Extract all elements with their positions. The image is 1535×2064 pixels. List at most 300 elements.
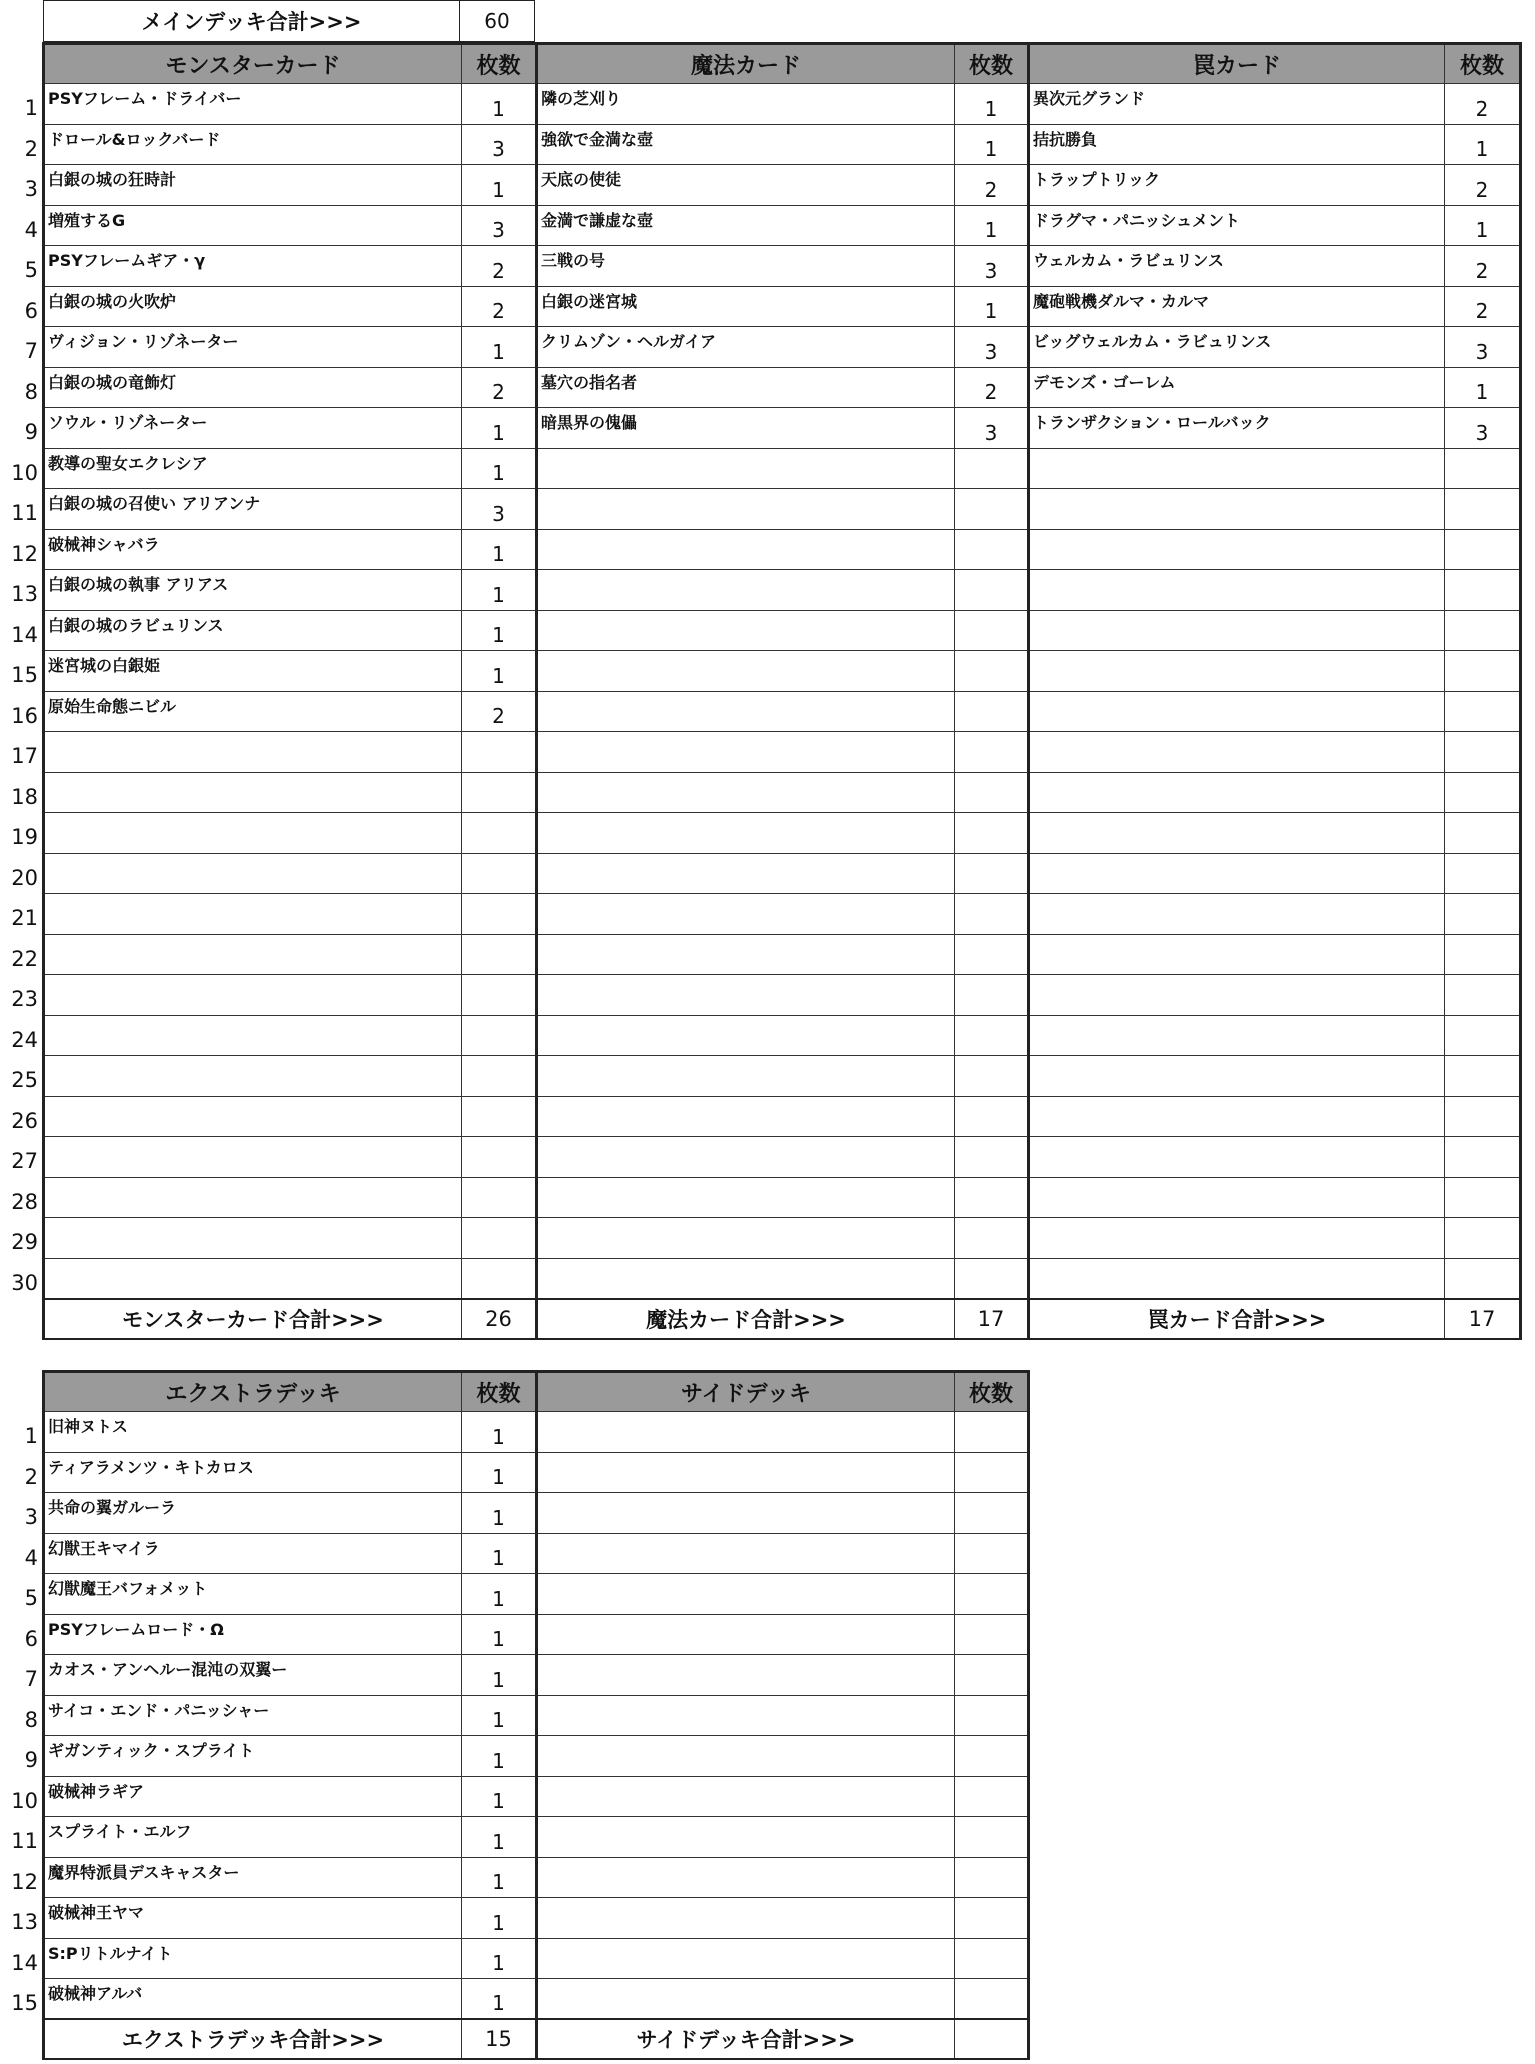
spell-count-header: 枚数: [955, 44, 1029, 84]
spell-card-name: [537, 1096, 955, 1137]
side-card-count: [955, 1776, 1029, 1817]
spell-card-name: 強欲で金満な壺: [537, 124, 955, 165]
table-row: [44, 975, 1521, 1016]
extra-card-name: 共命の翼ガルーラ: [44, 1493, 462, 1534]
row-number: 15: [11, 663, 38, 687]
spell-card-count: [955, 1056, 1029, 1097]
spell-card-count: 3: [955, 246, 1029, 287]
spell-card-name: [537, 1258, 955, 1299]
extra-card-count: 1: [462, 1412, 537, 1453]
side-card-count: [955, 1614, 1029, 1655]
extra-card-name: ティアラメンツ・キトカロス: [44, 1452, 462, 1493]
table-row: [44, 489, 1521, 530]
monster-card-count: 1: [462, 529, 537, 570]
monster-card-count: 1: [462, 408, 537, 449]
extra-card-count: 1: [462, 1898, 537, 1939]
table-row: [44, 691, 1521, 732]
spell-card-name: [537, 894, 955, 935]
table-row: [44, 1898, 1029, 1939]
spell-card-count: 3: [955, 408, 1029, 449]
trap-card-name: 異次元グランド: [1029, 84, 1445, 125]
table-row: [44, 1258, 1521, 1299]
extra-card-count: 1: [462, 1817, 537, 1858]
trap-card-count: [1445, 975, 1521, 1016]
extra-card-count: 1: [462, 1533, 537, 1574]
side-card-name: [537, 1574, 955, 1615]
monster-card-name: [44, 853, 462, 894]
table-row: [44, 1776, 1029, 1817]
trap-card-name: [1029, 1177, 1445, 1218]
side-card-name: [537, 1533, 955, 1574]
monster-card-name: [44, 894, 462, 935]
extra-card-name: S:Pリトルナイト: [44, 1938, 462, 1979]
monster-card-count: 2: [462, 246, 537, 287]
monster-card-count: [462, 1177, 537, 1218]
row-number: 5: [24, 258, 38, 282]
row-number: 14: [11, 622, 38, 647]
table-row: [44, 124, 1521, 165]
spell-card-name: 暗黒界の傀儡: [537, 408, 955, 449]
monster-card-name: [44, 813, 462, 854]
monster-total-label: モンスターカード合計>>>: [44, 1299, 462, 1339]
extra-card-count: 1: [462, 1736, 537, 1777]
spell-card-name: 白銀の迷宮城: [537, 286, 955, 327]
spell-card-count: [955, 934, 1029, 975]
monster-card-name: PSYフレームギア・γ: [44, 246, 462, 287]
row-number: 15: [11, 1991, 38, 2015]
spell-card-count: [955, 570, 1029, 611]
trap-card-count: 1: [1445, 367, 1521, 408]
spell-card-count: [955, 529, 1029, 570]
trap-card-name: [1029, 1258, 1445, 1299]
spell-card-name: [537, 1177, 955, 1218]
trap-card-name: [1029, 813, 1445, 854]
spell-card-name: 隣の芝刈り: [537, 84, 955, 125]
row-number: 14: [11, 1950, 38, 1975]
spell-card-count: [955, 1096, 1029, 1137]
row-number: 7: [24, 1667, 38, 1691]
trap-card-count: [1445, 853, 1521, 894]
table-row: [44, 1137, 1521, 1178]
row-number: 20: [11, 865, 38, 890]
monster-card-count: 1: [462, 448, 537, 489]
side-card-count: [955, 1736, 1029, 1777]
monster-card-count: 2: [462, 367, 537, 408]
side-card-count: [955, 1655, 1029, 1696]
trap-card-name: [1029, 448, 1445, 489]
monster-card-count: 1: [462, 651, 537, 692]
row-number: 10: [11, 460, 38, 485]
trap-card-name: [1029, 1056, 1445, 1097]
extra-total-label: エクストラデッキ合計>>>: [44, 2019, 462, 2059]
monster-card-count: 1: [462, 327, 537, 368]
trap-card-name: トラップトリック: [1029, 165, 1445, 206]
trap-card-name: [1029, 529, 1445, 570]
extra-card-name: スプライト・エルフ: [44, 1817, 462, 1858]
trap-card-count: 1: [1445, 124, 1521, 165]
main-deck-table: [42, 42, 1522, 1340]
row-number: 6: [24, 1626, 38, 1651]
monster-card-name: ドロール&ロックバード: [44, 124, 462, 165]
extra-card-name: 破械神ラギア: [44, 1776, 462, 1817]
trap-card-count: [1445, 691, 1521, 732]
spell-card-count: 1: [955, 84, 1029, 125]
monster-card-name: [44, 772, 462, 813]
row-number: 13: [11, 582, 38, 606]
table-row: [44, 1177, 1521, 1218]
monster-card-name: 破械神シャバラ: [44, 529, 462, 570]
table-row: [44, 1857, 1029, 1898]
table-row: [44, 84, 1521, 125]
table-row: [44, 1452, 1029, 1493]
extra-card-count: 1: [462, 1979, 537, 2020]
side-card-count: [955, 1938, 1029, 1979]
table-row: [44, 1736, 1029, 1777]
trap-card-count: [1445, 894, 1521, 935]
monster-card-name: PSYフレーム・ドライバー: [44, 84, 462, 125]
table-row: [44, 1695, 1029, 1736]
trap-card-count: 1: [1445, 205, 1521, 246]
spell-card-name: [537, 975, 955, 1016]
table-row: [44, 205, 1521, 246]
spell-card-name: [537, 691, 955, 732]
monster-card-count: [462, 1096, 537, 1137]
spell-card-name: 金満で謙虚な壺: [537, 205, 955, 246]
monster-card-name: 白銀の城のラビュリンス: [44, 610, 462, 651]
monster-card-name: [44, 1015, 462, 1056]
row-number: 10: [11, 1788, 38, 1813]
monster-card-count: [462, 975, 537, 1016]
spell-card-count: [955, 732, 1029, 773]
trap-card-count: 2: [1445, 286, 1521, 327]
row-number: 11: [11, 501, 38, 525]
side-card-name: [537, 1695, 955, 1736]
row-number: 19: [11, 825, 38, 849]
monster-card-name: 白銀の城の狂時計: [44, 165, 462, 206]
side-card-name: [537, 1938, 955, 1979]
monster-card-count: 1: [462, 570, 537, 611]
trap-card-count: 2: [1445, 84, 1521, 125]
extra-total-value: 15: [462, 2019, 537, 2059]
spell-card-name: [537, 1137, 955, 1178]
spell-card-name: [537, 570, 955, 611]
side-card-count: [955, 1452, 1029, 1493]
spell-card-count: [955, 691, 1029, 732]
trap-card-count: 2: [1445, 165, 1521, 206]
extra-card-count: 1: [462, 1493, 537, 1534]
row-number: 4: [24, 217, 38, 242]
trap-card-count: [1445, 489, 1521, 530]
spell-header: 魔法カード: [537, 44, 955, 84]
spell-card-name: [537, 1056, 955, 1097]
spell-card-count: 2: [955, 367, 1029, 408]
spell-card-name: 墓穴の指名者: [537, 367, 955, 408]
row-number: 7: [24, 339, 38, 363]
spell-card-name: [537, 610, 955, 651]
table-row: [44, 1655, 1029, 1696]
monster-card-count: 2: [462, 691, 537, 732]
trap-card-name: [1029, 732, 1445, 773]
table-row: [44, 529, 1521, 570]
monster-card-name: [44, 1258, 462, 1299]
trap-card-name: [1029, 489, 1445, 530]
extra-card-name: 旧神ヌトス: [44, 1412, 462, 1453]
row-number: 4: [24, 1545, 38, 1570]
main-deck-total-value: 60: [459, 0, 535, 42]
table-row: [44, 894, 1521, 935]
spell-card-name: [537, 1015, 955, 1056]
monster-card-count: 1: [462, 84, 537, 125]
row-number: 23: [11, 987, 38, 1011]
spell-card-count: [955, 894, 1029, 935]
row-number: 8: [24, 1707, 38, 1732]
spell-card-count: 2: [955, 165, 1029, 206]
monster-header: モンスターカード: [44, 44, 462, 84]
trap-card-count: [1445, 1258, 1521, 1299]
trap-card-count: [1445, 1218, 1521, 1259]
extra-card-name: サイコ・エンド・パニッシャー: [44, 1695, 462, 1736]
extra-card-name: カオス・アンヘルー混沌の双翼ー: [44, 1655, 462, 1696]
side-card-count: [955, 1817, 1029, 1858]
spell-card-count: 1: [955, 205, 1029, 246]
row-number: 9: [24, 420, 38, 444]
row-number: 22: [11, 946, 38, 971]
spell-card-count: [955, 1218, 1029, 1259]
row-number: 12: [11, 1869, 38, 1894]
spell-total-label: 魔法カード合計>>>: [537, 1299, 955, 1339]
side-card-name: [537, 1493, 955, 1534]
spell-card-count: [955, 1015, 1029, 1056]
table-row: [44, 367, 1521, 408]
spell-card-name: [537, 1218, 955, 1259]
monster-card-count: [462, 772, 537, 813]
trap-card-name: [1029, 691, 1445, 732]
spell-card-count: [955, 975, 1029, 1016]
side-total-label: サイドデッキ合計>>>: [537, 2019, 955, 2059]
trap-card-name: ビッグウェルカム・ラビュリンス: [1029, 327, 1445, 368]
monster-card-name: [44, 1177, 462, 1218]
spell-card-name: 三戦の号: [537, 246, 955, 287]
monster-card-count: 2: [462, 286, 537, 327]
row-number: 24: [11, 1027, 38, 1052]
monster-card-name: [44, 1218, 462, 1259]
extra-card-name: 幻獣魔王バフォメット: [44, 1574, 462, 1615]
side-card-count: [955, 1412, 1029, 1453]
monster-card-count: [462, 1137, 537, 1178]
side-card-count: [955, 1857, 1029, 1898]
table-row: [44, 610, 1521, 651]
extra-count-header: 枚数: [462, 1372, 537, 1412]
trap-card-name: [1029, 1015, 1445, 1056]
side-card-name: [537, 1655, 955, 1696]
table-row: [44, 1015, 1521, 1056]
spell-card-count: [955, 853, 1029, 894]
monster-card-count: [462, 894, 537, 935]
table-row: [44, 286, 1521, 327]
table-row: [44, 1096, 1521, 1137]
spell-card-name: [537, 651, 955, 692]
side-card-count: [955, 1898, 1029, 1939]
extra-card-count: 1: [462, 1857, 537, 1898]
monster-card-name: 増殖するG: [44, 205, 462, 246]
trap-card-count: 3: [1445, 327, 1521, 368]
trap-card-name: [1029, 1137, 1445, 1178]
trap-card-count: [1445, 934, 1521, 975]
monster-card-name: 白銀の城の竜飾灯: [44, 367, 462, 408]
side-card-count: [955, 1695, 1029, 1736]
row-number: 28: [11, 1189, 38, 1214]
spell-card-name: [537, 448, 955, 489]
trap-card-name: ウェルカム・ラビュリンス: [1029, 246, 1445, 287]
monster-count-header: 枚数: [462, 44, 537, 84]
row-number: 8: [24, 379, 38, 404]
trap-card-count: [1445, 529, 1521, 570]
spell-card-count: [955, 448, 1029, 489]
side-total-value: [955, 2019, 1029, 2059]
table-row: [44, 732, 1521, 773]
spell-card-count: 1: [955, 286, 1029, 327]
monster-card-name: [44, 934, 462, 975]
table-row: [44, 165, 1521, 206]
trap-card-count: [1445, 570, 1521, 611]
side-card-name: [537, 1614, 955, 1655]
monster-card-name: 迷宮城の白銀姫: [44, 651, 462, 692]
table-row: [44, 570, 1521, 611]
monster-card-name: [44, 1056, 462, 1097]
extra-side-table: [42, 1370, 1030, 2060]
monster-card-name: [44, 975, 462, 1016]
row-number: 30: [11, 1270, 38, 1295]
spell-card-name: 天底の使徒: [537, 165, 955, 206]
trap-card-count: [1445, 1137, 1521, 1178]
table-row: [44, 813, 1521, 854]
extra-card-count: 1: [462, 1614, 537, 1655]
trap-card-count: [1445, 651, 1521, 692]
spell-card-name: [537, 772, 955, 813]
row-number: 2: [24, 136, 38, 161]
row-number: 12: [11, 541, 38, 566]
table-row: [44, 1574, 1029, 1615]
monster-card-name: 白銀の城の火吹炉: [44, 286, 462, 327]
monster-card-name: [44, 1137, 462, 1178]
monster-card-name: [44, 732, 462, 773]
table-row: [44, 1412, 1029, 1453]
extra-card-count: 1: [462, 1452, 537, 1493]
side-card-name: [537, 1898, 955, 1939]
trap-header: 罠カード: [1029, 44, 1445, 84]
trap-count-header: 枚数: [1445, 44, 1521, 84]
monster-card-count: [462, 1015, 537, 1056]
row-number: 29: [11, 1230, 38, 1254]
trap-card-count: [1445, 772, 1521, 813]
table-row: [44, 1056, 1521, 1097]
extra-header: エクストラデッキ: [44, 1372, 462, 1412]
table-row: [44, 1493, 1029, 1534]
trap-card-count: [1445, 1096, 1521, 1137]
row-number: 26: [11, 1108, 38, 1133]
row-number: 27: [11, 1149, 38, 1173]
monster-card-count: [462, 934, 537, 975]
spell-card-count: [955, 489, 1029, 530]
monster-card-count: [462, 1218, 537, 1259]
trap-card-name: [1029, 894, 1445, 935]
row-number: 1: [24, 1424, 38, 1448]
side-card-name: [537, 1817, 955, 1858]
spell-card-count: 1: [955, 124, 1029, 165]
trap-card-count: [1445, 813, 1521, 854]
table-row: [44, 772, 1521, 813]
spell-card-name: [537, 529, 955, 570]
monster-card-name: 白銀の城の執事 アリアス: [44, 570, 462, 611]
side-card-name: [537, 1736, 955, 1777]
table-row: [44, 934, 1521, 975]
trap-card-name: [1029, 610, 1445, 651]
table-row: [44, 408, 1521, 449]
spell-card-name: [537, 732, 955, 773]
side-card-count: [955, 1979, 1029, 2020]
trap-card-name: [1029, 651, 1445, 692]
spell-card-name: [537, 813, 955, 854]
row-number: 1: [24, 96, 38, 120]
monster-card-count: 3: [462, 124, 537, 165]
spell-card-count: [955, 1177, 1029, 1218]
spell-card-count: [955, 610, 1029, 651]
monster-card-name: 教導の聖女エクレシア: [44, 448, 462, 489]
monster-card-count: 1: [462, 610, 537, 651]
extra-card-name: ギガンティック・スプライト: [44, 1736, 462, 1777]
row-number: 21: [11, 906, 38, 930]
monster-card-name: ソウル・リゾネーター: [44, 408, 462, 449]
table-row: [44, 1979, 1029, 2020]
trap-card-count: [1445, 1056, 1521, 1097]
row-number: 18: [11, 784, 38, 809]
extra-card-count: 1: [462, 1938, 537, 1979]
trap-card-count: [1445, 448, 1521, 489]
monster-card-name: ヴィジョン・リゾネーター: [44, 327, 462, 368]
extra-card-count: 1: [462, 1574, 537, 1615]
monster-card-name: 白銀の城の召使い アリアンナ: [44, 489, 462, 530]
monster-card-count: 3: [462, 205, 537, 246]
table-row: [44, 853, 1521, 894]
table-row: [44, 1938, 1029, 1979]
row-number: 11: [11, 1829, 38, 1853]
table-row: [44, 246, 1521, 287]
trap-card-count: [1445, 610, 1521, 651]
side-card-count: [955, 1493, 1029, 1534]
extra-card-count: 1: [462, 1695, 537, 1736]
extra-card-count: 1: [462, 1776, 537, 1817]
side-card-name: [537, 1857, 955, 1898]
row-number: 25: [11, 1068, 38, 1092]
monster-card-count: 3: [462, 489, 537, 530]
side-card-count: [955, 1533, 1029, 1574]
side-card-name: [537, 1452, 955, 1493]
trap-card-name: デモンズ・ゴーレム: [1029, 367, 1445, 408]
trap-card-name: 拮抗勝負: [1029, 124, 1445, 165]
table-row: [44, 327, 1521, 368]
monster-card-count: [462, 732, 537, 773]
spell-card-name: クリムゾン・ヘルガイア: [537, 327, 955, 368]
monster-card-count: [462, 853, 537, 894]
trap-card-name: [1029, 772, 1445, 813]
spell-card-count: [955, 813, 1029, 854]
spell-total-value: 17: [955, 1299, 1029, 1339]
main-deck-total-label: メインデッキ合計>>>: [43, 0, 460, 42]
monster-card-count: 1: [462, 165, 537, 206]
side-card-name: [537, 1412, 955, 1453]
extra-card-name: 破械神王ヤマ: [44, 1898, 462, 1939]
trap-card-name: 魔砲戦機ダルマ・カルマ: [1029, 286, 1445, 327]
